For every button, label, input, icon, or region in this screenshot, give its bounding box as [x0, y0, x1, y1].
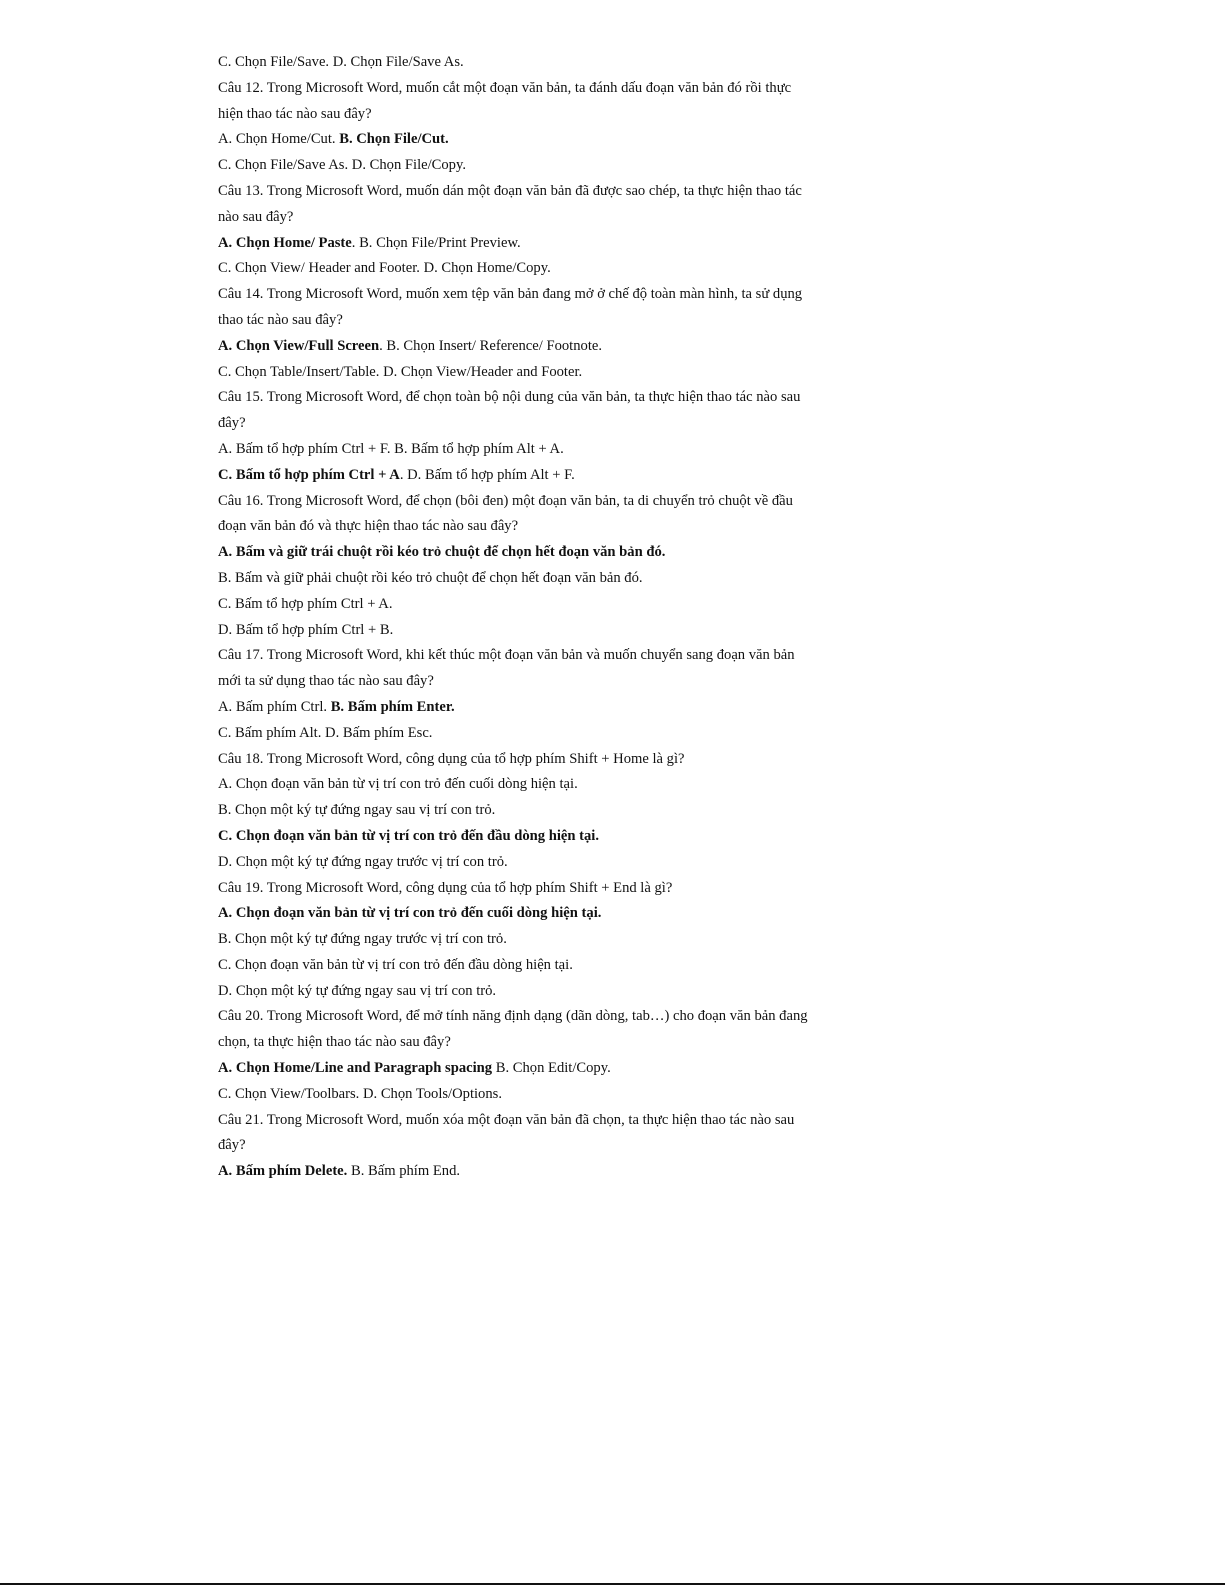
text-segment: mới ta sử dụng thao tác nào sau đây?	[218, 673, 434, 690]
text-segment: Câu 17. Trong Microsoft Word, khi kết thúc một đoạn văn bản và muốn chuyển sang đoạn văn bản	[218, 647, 795, 664]
text-segment: B. Bấm phím End.	[347, 1163, 461, 1180]
text-line	[218, 929, 838, 955]
text-line	[218, 981, 838, 1007]
text-line	[218, 233, 838, 259]
answer-text-bold: C. Bấm tổ hợp phím Ctrl + A	[218, 466, 400, 483]
text-segment: C. Chọn File/Save As. D. Chọn File/Copy.	[218, 157, 466, 174]
text-segment: thao tác nào sau đây?	[218, 311, 343, 328]
text-segment: B. Chọn một ký tự đứng ngay sau vị trí con trỏ.	[218, 802, 496, 819]
text-line	[218, 903, 838, 929]
text-segment: A. Chọn đoạn văn bản từ vị trí con trỏ đến cuối dòng hiện tại.	[218, 776, 578, 793]
text-line	[218, 181, 838, 207]
text-line	[218, 620, 838, 646]
text-segment: D. Chọn một ký tự đứng ngay sau vị trí con trỏ.	[218, 982, 497, 999]
text-segment: hiện thao tác nào sau đây?	[218, 105, 372, 122]
answer-text-bold: A. Chọn Home/ Paste	[218, 234, 352, 251]
text-line	[218, 1161, 838, 1187]
text-segment: Câu 19. Trong Microsoft Word, công dụng của tổ hợp phím Shift + End là gì?	[218, 879, 673, 896]
text-line	[218, 697, 838, 723]
answer-text-bold: A. Chọn Home/Line and Paragraph spacing	[218, 1060, 493, 1077]
answer-text-bold: B. Chọn File/Cut.	[339, 131, 449, 148]
text-line	[218, 516, 838, 542]
text-segment: Câu 21. Trong Microsoft Word, muốn xóa một đoạn văn bản đã chọn, ta thực hiện thao tác nào sau	[218, 1111, 795, 1128]
text-segment: C. Chọn đoạn văn bản từ vị trí con trỏ đến đầu dòng hiện tại.	[218, 956, 573, 973]
text-line	[218, 774, 838, 800]
answer-text-bold: A. Bấm phím Delete.	[218, 1163, 348, 1180]
text-line	[218, 387, 838, 413]
text-segment: nào sau đây?	[218, 208, 294, 225]
text-segment: Câu 18. Trong Microsoft Word, công dụng của tổ hợp phím Shift + Home là gì?	[218, 750, 685, 767]
text-segment: D. Chọn một ký tự đứng ngay trước vị trí con trỏ.	[218, 853, 508, 870]
text-line	[218, 129, 838, 155]
text-line	[218, 258, 838, 284]
text-line	[218, 284, 838, 310]
text-line	[218, 155, 838, 181]
answer-text-bold: A. Bấm và giữ trái chuột rồi kéo trỏ chuột để chọn hết đoạn văn bản đó.	[218, 544, 666, 561]
text-line	[218, 852, 838, 878]
text-segment: đây?	[218, 415, 246, 432]
text-segment: Câu 20. Trong Microsoft Word, để mở tính năng định dạng (dãn dòng, tab…) cho đoạn văn bản đang	[218, 1008, 808, 1025]
text-line	[218, 671, 838, 697]
text-segment: C. Chọn View/Toolbars. D. Chọn Tools/Options.	[218, 1085, 502, 1102]
text-segment: C. Bấm tổ hợp phím Ctrl + A.	[218, 595, 393, 612]
text-line	[218, 491, 838, 517]
text-line	[218, 439, 838, 465]
text-segment: A. Bấm phím Ctrl.	[218, 698, 331, 715]
document-body	[218, 52, 838, 1187]
answer-text-bold: A. Chọn đoạn văn bản từ vị trí con trỏ đến cuối dòng hiện tại.	[218, 905, 602, 922]
text-line	[218, 878, 838, 904]
text-line	[218, 310, 838, 336]
text-line	[218, 955, 838, 981]
text-segment: C. Chọn Table/Insert/Table. D. Chọn View/Header and Footer.	[218, 363, 583, 380]
text-segment: D. Bấm tổ hợp phím Ctrl + B.	[218, 621, 394, 638]
text-line	[218, 542, 838, 568]
text-line	[218, 465, 838, 491]
text-line	[218, 336, 838, 362]
text-line	[218, 413, 838, 439]
text-line	[218, 1110, 838, 1136]
text-segment: C. Chọn View/ Header and Footer. D. Chọn Home/Copy.	[218, 260, 551, 277]
text-line	[218, 645, 838, 671]
text-segment: Câu 13. Trong Microsoft Word, muốn dán một đoạn văn bản đã được sao chép, ta thực hiện thao tác	[218, 182, 802, 199]
answer-text-bold: B. Bấm phím Enter.	[330, 698, 455, 715]
text-segment: chọn, ta thực hiện thao tác nào sau đây?	[218, 1034, 451, 1051]
text-line	[218, 594, 838, 620]
text-line	[218, 749, 838, 775]
text-line	[218, 1006, 838, 1032]
text-segment: A. Chọn Home/Cut.	[218, 131, 340, 148]
text-segment: C. Chọn File/Save. D. Chọn File/Save As.	[218, 54, 464, 70]
text-segment: C. Bấm phím Alt. D. Bấm phím Esc.	[218, 724, 433, 741]
text-segment: B. Chọn Edit/Copy.	[492, 1060, 611, 1077]
text-line	[218, 1032, 838, 1058]
text-segment: A. Bấm tổ hợp phím Ctrl + F. B. Bấm tổ hợp phím Alt + A.	[218, 440, 564, 457]
text-segment: Câu 12. Trong Microsoft Word, muốn cắt một đoạn văn bản, ta đánh dấu đoạn văn bản đó rồi thực	[218, 79, 792, 96]
text-segment: đây?	[218, 1137, 246, 1154]
text-segment: Câu 16. Trong Microsoft Word, để chọn (bôi đen) một đoạn văn bản, ta di chuyển trỏ chuột về đầu	[218, 492, 793, 509]
text-segment: Câu 14. Trong Microsoft Word, muốn xem tệp văn bản đang mở ở chế độ toàn màn hình, ta sử dụng	[218, 286, 803, 303]
text-segment: . B. Chọn Insert/ Reference/ Footnote.	[379, 337, 603, 354]
text-segment: đoạn văn bản đó và thực hiện thao tác nào sau đây?	[218, 518, 519, 535]
text-segment: B. Chọn một ký tự đứng ngay trước vị trí con trỏ.	[218, 931, 507, 948]
text-line	[218, 800, 838, 826]
text-line	[218, 104, 838, 130]
text-line	[218, 78, 838, 104]
text-line	[218, 1058, 838, 1084]
answer-text-bold: C. Chọn đoạn văn bản từ vị trí con trỏ đến đầu dòng hiện tại.	[218, 827, 599, 844]
text-segment: Câu 15. Trong Microsoft Word, để chọn toàn bộ nội dung của văn bản, ta thực hiện thao tác nào sau	[218, 389, 801, 406]
text-line	[218, 723, 838, 749]
text-segment: . B. Chọn File/Print Preview.	[351, 234, 521, 251]
text-line	[218, 362, 838, 388]
text-line	[218, 826, 838, 852]
answer-text-bold: A. Chọn View/Full Screen	[218, 337, 380, 354]
text-segment: B. Bấm và giữ phải chuột rồi kéo trỏ chuột để chọn hết đoạn văn bản đó.	[218, 569, 643, 586]
text-segment: . D. Bấm tổ hợp phím Alt + F.	[399, 466, 575, 483]
text-line	[218, 1084, 838, 1110]
text-line	[218, 1135, 838, 1161]
text-line	[218, 52, 838, 78]
text-line	[218, 568, 838, 594]
text-line	[218, 207, 838, 233]
